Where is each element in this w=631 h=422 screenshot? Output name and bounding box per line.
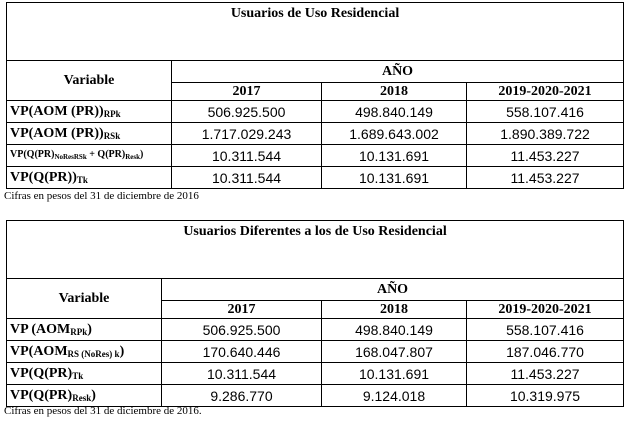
residential-table — [6, 2, 624, 189]
row-label: $VP(Q(PR)_{Tk}$ — [7, 363, 162, 385]
table-title: Usuarios Diferentes a los de Uso Residencial — [7, 221, 624, 279]
row-label: $VP(AOM_{RS (NoRes) k})$ — [7, 341, 162, 363]
table-row — [7, 341, 624, 363]
value-cell: 168.047.807 — [322, 341, 467, 363]
value-cell: 10.131.691 — [322, 363, 467, 385]
value-cell: 11.453.227 — [467, 363, 624, 385]
variable-header: Variable — [7, 61, 172, 101]
row-label: VP $(AOM_{RPk})$ — [7, 319, 162, 341]
table-row — [7, 363, 624, 385]
value-cell: 11.453.227 — [467, 167, 624, 189]
value-cell: 10.311.544 — [172, 167, 322, 189]
year-header: AÑO — [172, 61, 624, 83]
value-cell: 10.311.544 — [162, 363, 322, 385]
row-label: $VP(Q(PR))_{Tk}$ — [7, 167, 172, 189]
value-cell: 9.124.018 — [322, 385, 467, 407]
value-cell: 10.311.544 — [172, 145, 322, 167]
value-cell: 498.840.149 — [322, 319, 467, 341]
year-column-header: 2017 — [162, 301, 322, 319]
value-cell: 187.046.770 — [467, 341, 624, 363]
table-row — [7, 145, 624, 167]
value-cell: 10.319.975 — [467, 385, 624, 407]
table-row — [7, 123, 624, 145]
row-label: VP(AOM $(PR))_{RSk}$ — [7, 123, 172, 145]
value-cell: 506.925.500 — [162, 319, 322, 341]
table-footnote: Cifras en pesos del 31 de diciembre de 2016. — [4, 405, 202, 417]
value-cell: 10.131.691 — [322, 145, 467, 167]
table-footnote: Cifras en pesos del 31 de diciembre de 2016 — [4, 190, 199, 202]
value-cell: 10.131.691 — [322, 167, 467, 189]
year-column-header: 2018 — [322, 83, 467, 101]
value-cell: 558.107.416 — [467, 101, 624, 123]
non-residential-table — [6, 220, 624, 407]
year-header: AÑO — [162, 279, 624, 301]
value-cell: 1.890.389.722 — [467, 123, 624, 145]
value-cell: 498.840.149 — [322, 101, 467, 123]
row-label: $VP(Q(PR)_{Resk})$ — [7, 385, 162, 407]
table-row — [7, 385, 624, 407]
value-cell: 1.689.643.002 — [322, 123, 467, 145]
value-cell: 506.925.500 — [172, 101, 322, 123]
value-cell: 558.107.416 — [467, 319, 624, 341]
row-label: VP(AOM $(PR))_{RPk}$ — [7, 101, 172, 123]
value-cell: 1.717.029.243 — [172, 123, 322, 145]
table-title: Usuarios de Uso Residencial — [7, 3, 624, 61]
value-cell: 11.453.227 — [467, 145, 624, 167]
year-column-header: 2017 — [172, 83, 322, 101]
value-cell: 9.286.770 — [162, 385, 322, 407]
row-label: $VP(Q(PR)_{NoResRSk} + Q(PR)_{Resk})$ — [7, 145, 172, 167]
year-column-header: 2018 — [322, 301, 467, 319]
table-row — [7, 319, 624, 341]
variable-header: Variable — [7, 279, 162, 319]
year-column-header: 2019-2020-2021 — [467, 301, 624, 319]
value-cell: 170.640.446 — [162, 341, 322, 363]
year-column-header: 2019-2020-2021 — [467, 83, 624, 101]
table-row — [7, 167, 624, 189]
table-row — [7, 101, 624, 123]
